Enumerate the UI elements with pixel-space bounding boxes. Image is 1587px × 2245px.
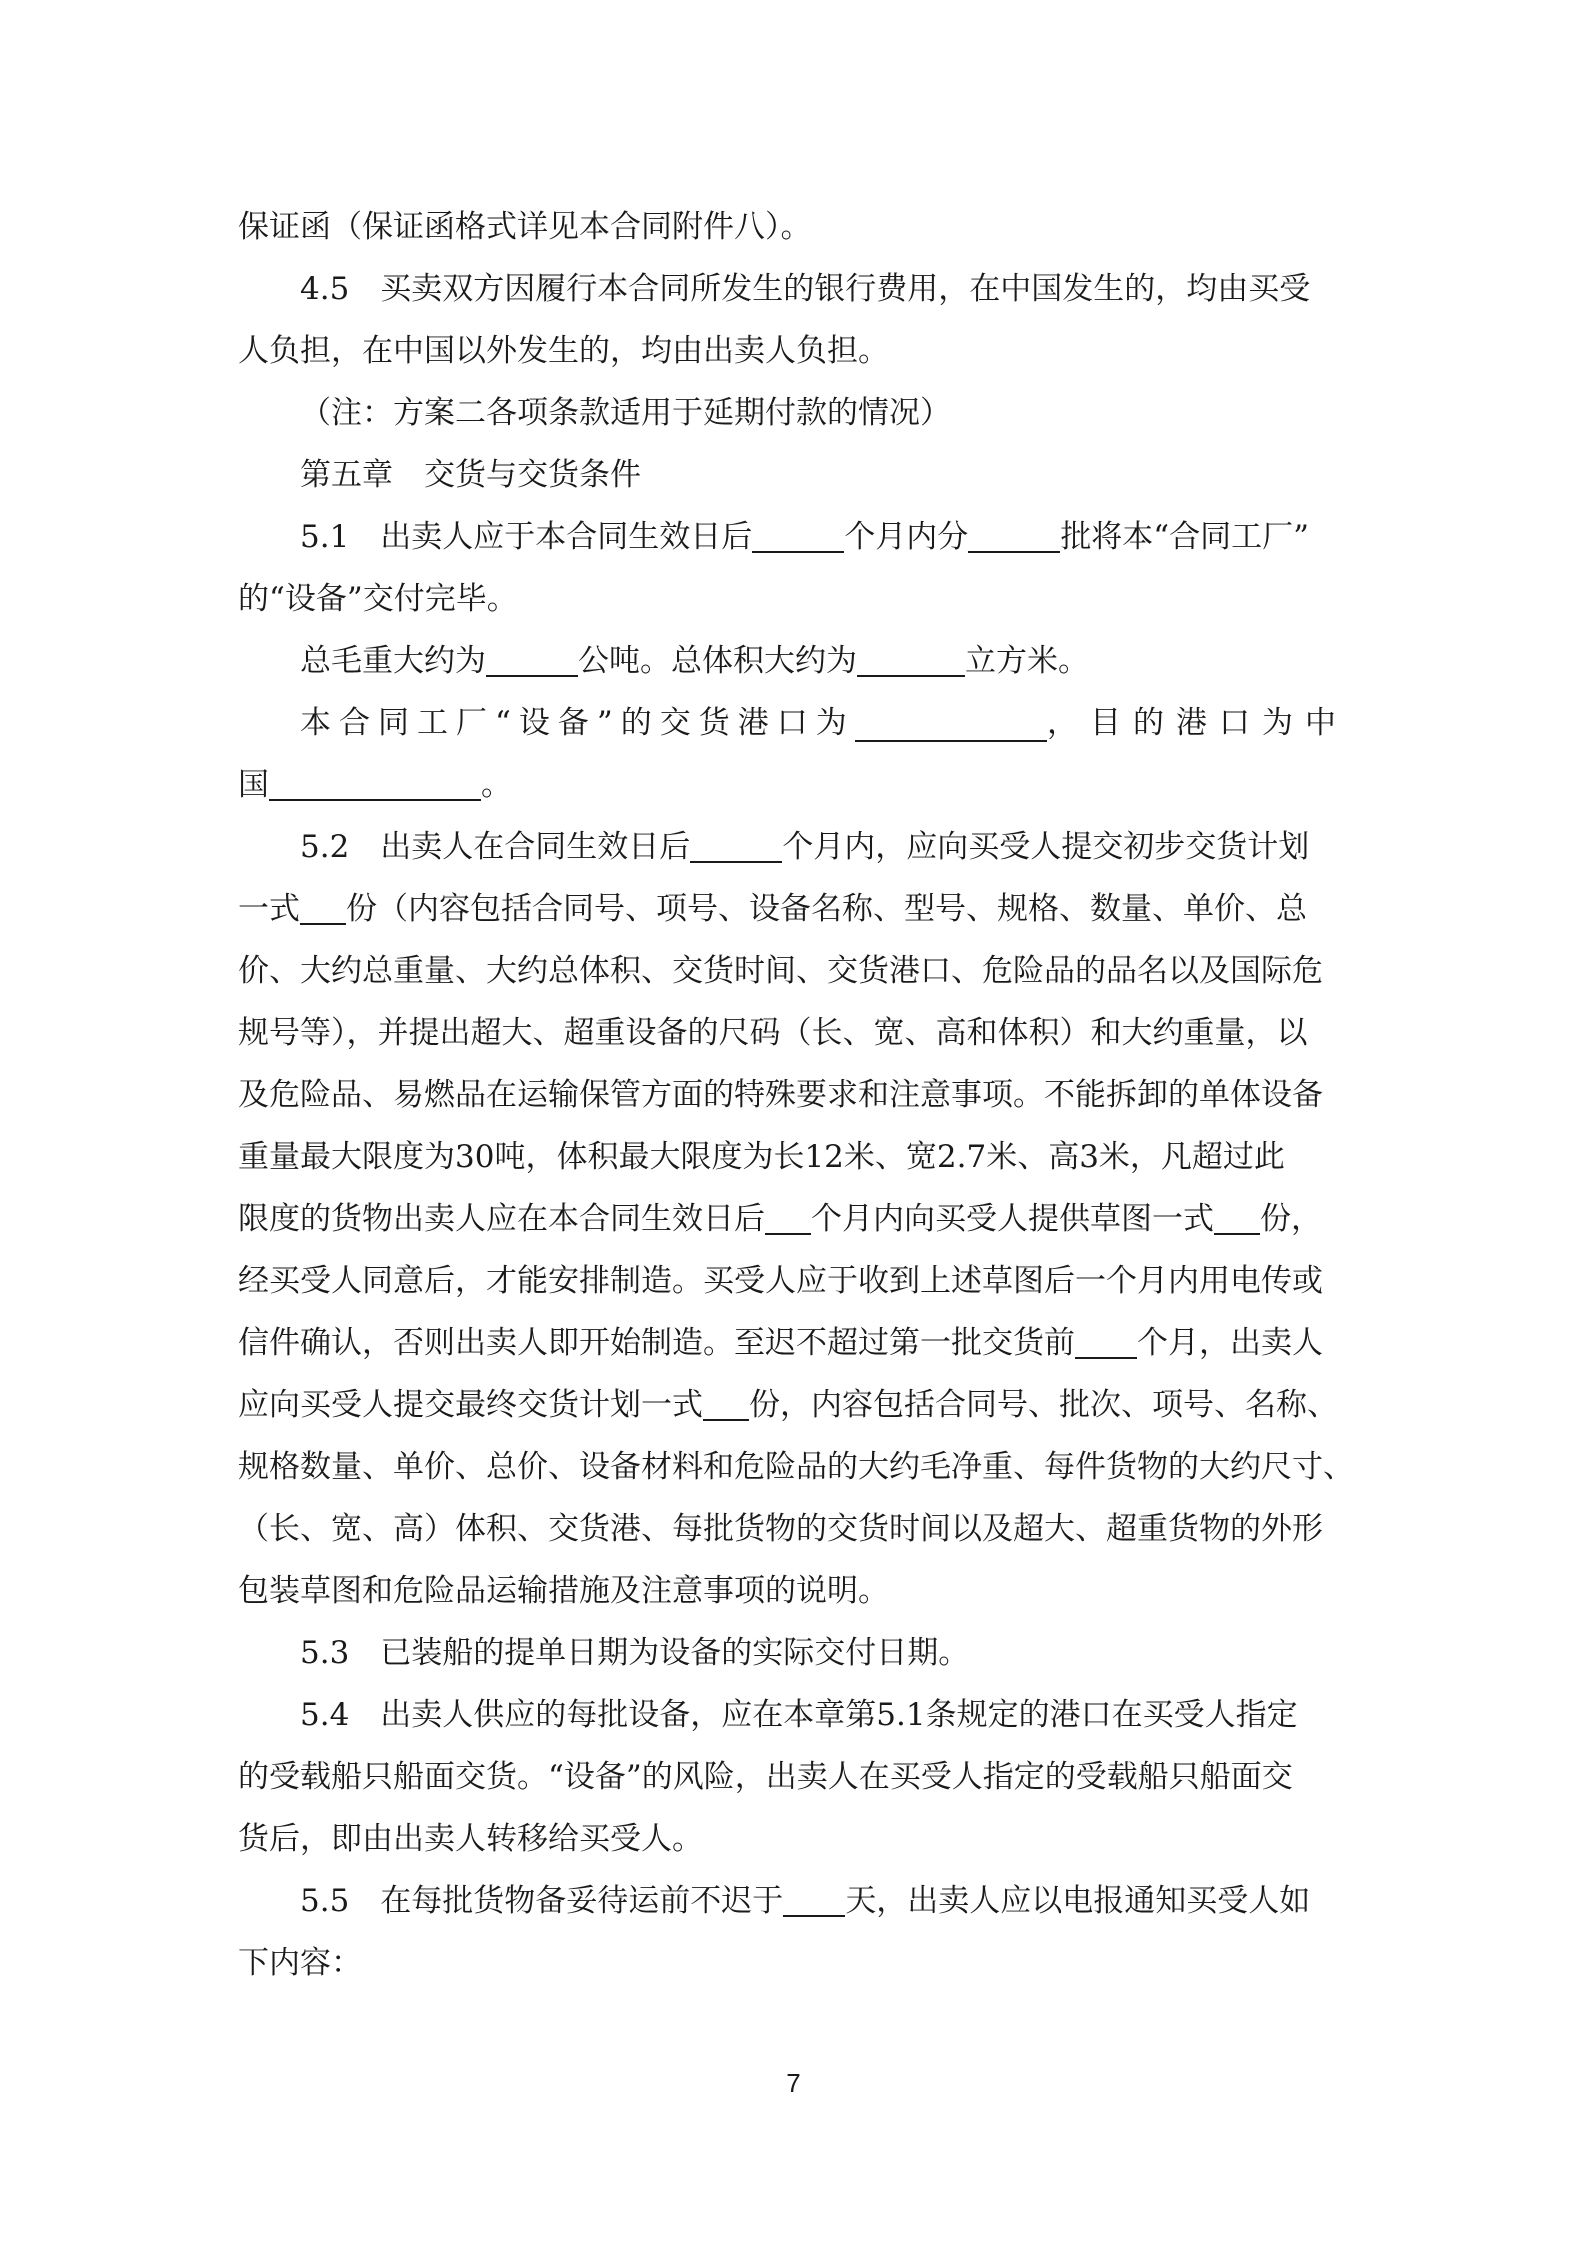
text-segment: 天，出卖人应以电报通知买受人如 bbox=[845, 1883, 1311, 1919]
clause-5-5 bbox=[238, 1870, 1348, 1932]
text-line: 及危险品、易燃品在运输保管方面的特殊要求和注意事项。不能拆卸的单体设备 bbox=[238, 1077, 1323, 1113]
text-segment: 信件确认，否则出卖人即开始制造。至迟不超过第一批交货前 bbox=[238, 1325, 1075, 1361]
text-segment: 应向买受人提交最终交货计划一式 bbox=[238, 1387, 703, 1423]
blank-field[interactable] bbox=[690, 827, 782, 863]
text-line: 货后，即由出卖人转移给买受人。 bbox=[238, 1821, 703, 1857]
blank-field[interactable] bbox=[765, 1199, 811, 1235]
text-segment: 一式 bbox=[238, 891, 300, 927]
text-segment: 立方米。 bbox=[965, 643, 1089, 679]
clause-5-1 bbox=[238, 506, 1348, 568]
blank-field[interactable] bbox=[968, 517, 1060, 553]
text-line: 的“设备”交付完毕。 bbox=[238, 581, 518, 617]
clause-4-5: 4.5 买卖双方因履行本合同所发生的银行费用，在中国发生的，均由买受 bbox=[300, 271, 1311, 307]
port-line bbox=[238, 692, 1348, 754]
text-segment: 个月内，应向买受人提交初步交货计划 bbox=[782, 829, 1310, 865]
text-segment: 份， bbox=[1260, 1201, 1322, 1237]
blank-field[interactable] bbox=[703, 1385, 749, 1421]
text-segment: 本合同工厂“设备”的交货港口为 bbox=[300, 705, 855, 741]
text-segment: 限度的货物出卖人应在本合同生效日后 bbox=[238, 1201, 765, 1237]
text-segment: 份（内容包括合同号、项号、设备名称、型号、规格、数量、单价、总 bbox=[346, 891, 1307, 927]
text-line: 下内容： bbox=[238, 1945, 362, 1981]
text-line: 价、大约总重量、大约总体积、交货时间、交货港口、危险品的品名以及国际危 bbox=[238, 953, 1323, 989]
blank-field[interactable] bbox=[486, 641, 578, 677]
blank-field[interactable] bbox=[783, 1881, 845, 1917]
text-line: 规号等），并提出超大、超重设备的尺码（长、宽、高和体积）和大约重量，以 bbox=[238, 1015, 1308, 1051]
text-line bbox=[238, 1374, 1348, 1436]
text-segment: 份，内容包括合同号、批次、项号、名称、 bbox=[749, 1387, 1338, 1423]
blank-field[interactable] bbox=[1075, 1323, 1137, 1359]
blank-field[interactable] bbox=[857, 641, 965, 677]
text-segment: 个月，出卖人 bbox=[1137, 1325, 1323, 1361]
blank-field[interactable] bbox=[1214, 1199, 1260, 1235]
text-line: 重量最大限度为30吨，体积最大限度为长12米、宽2.7米、高3米，凡超过此 bbox=[238, 1139, 1285, 1175]
clause-5-2 bbox=[238, 816, 1348, 878]
text-line: 的受载船只船面交货。“设备”的风险，出卖人在买受人指定的受载船只船面交 bbox=[238, 1759, 1293, 1795]
weight-line bbox=[238, 630, 1348, 692]
blank-field[interactable] bbox=[752, 517, 844, 553]
note-line: （注：方案二各项条款适用于延期付款的情况） bbox=[300, 395, 951, 431]
document-body bbox=[238, 196, 1354, 1994]
text-line bbox=[238, 1312, 1348, 1374]
text-line bbox=[238, 878, 1348, 940]
text-line: 经买受人同意后，才能安排制造。买受人应于收到上述草图后一个月内用电传或 bbox=[238, 1263, 1323, 1299]
blank-field[interactable] bbox=[300, 889, 346, 925]
text-line: 保证函（保证函格式详见本合同附件八）。 bbox=[238, 209, 812, 245]
text-line: 人负担，在中国以外发生的，均由出卖人负担。 bbox=[238, 333, 889, 369]
text-segment: 5.1 出卖人应于本合同生效日后 bbox=[300, 519, 753, 555]
clause-5-4: 5.4 出卖人供应的每批设备，应在本章第5.1条规定的港口在买受人指定 bbox=[300, 1697, 1298, 1733]
text-segment: 个月内向买受人提供草图一式 bbox=[811, 1201, 1214, 1237]
text-line: （长、宽、高）体积、交货港、每批货物的交货时间以及超大、超重货物的外形 bbox=[238, 1511, 1323, 1547]
text-segment: 个月内分 bbox=[844, 519, 969, 555]
page-number: 7 bbox=[786, 2068, 801, 2098]
blank-field[interactable] bbox=[269, 765, 481, 801]
text-segment: ，目的港口为中 bbox=[1047, 705, 1348, 741]
port-line-cont bbox=[238, 754, 1348, 816]
text-line bbox=[238, 1188, 1348, 1250]
text-segment: 总毛重大约为 bbox=[300, 643, 486, 679]
blank-field[interactable] bbox=[855, 706, 1047, 742]
text-segment: 公吨。总体积大约为 bbox=[578, 643, 857, 679]
chapter-heading: 第五章 交货与交货条件 bbox=[300, 457, 641, 493]
text-line: 包装草图和危险品运输措施及注意事项的说明。 bbox=[238, 1573, 889, 1609]
text-segment: 。 bbox=[481, 767, 512, 803]
text-segment: 5.2 出卖人在合同生效日后 bbox=[300, 829, 691, 865]
text-segment: 国 bbox=[238, 767, 269, 803]
clause-5-3: 5.3 已装船的提单日期为设备的实际交付日期。 bbox=[300, 1635, 970, 1671]
text-segment: 批将本“合同工厂” bbox=[1060, 519, 1310, 555]
text-segment: 5.5 在每批货物备妥待运前不迟于 bbox=[300, 1883, 784, 1919]
text-line: 规格数量、单价、总价、设备材料和危险品的大约毛净重、每件货物的大约尺寸、 bbox=[238, 1449, 1354, 1485]
